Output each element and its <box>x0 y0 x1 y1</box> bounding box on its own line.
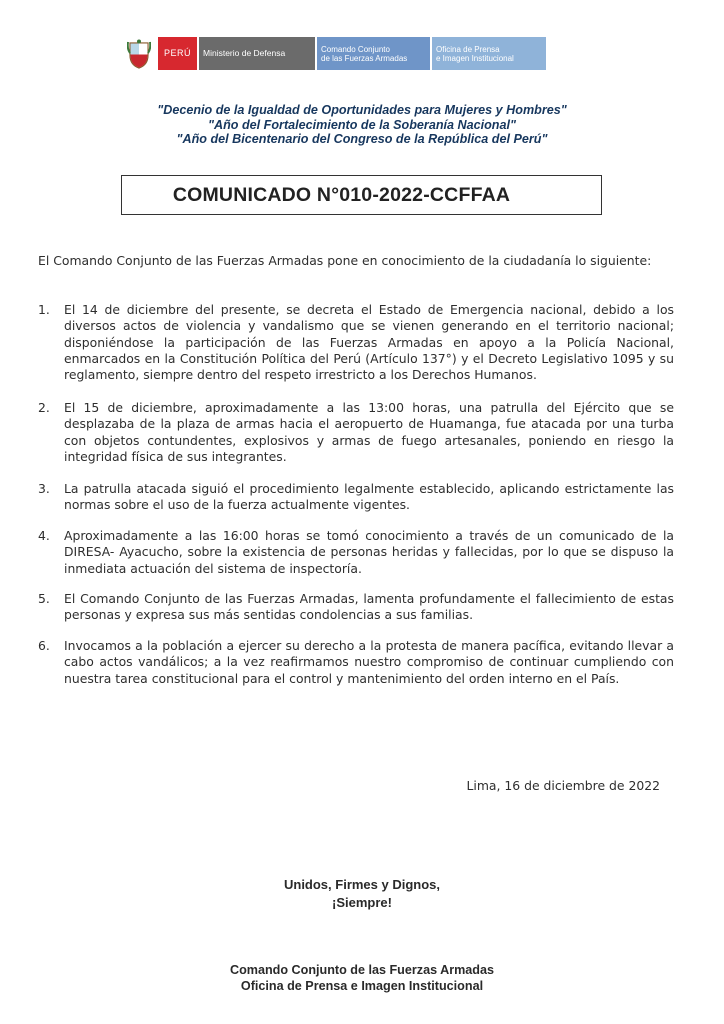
item-text: El Comando Conjunto de las Fuerzas Armadas, lamenta profundamente el fallecimiento de estas personas y expresa sus más sentidas condolencias a sus familias. <box>64 591 674 623</box>
communique-title: COMUNICADO N°010-2022-CCFFAA <box>172 183 511 206</box>
item-text: Aproximadamente a las 16:00 horas se tomó conocimiento a través de un comunicado de la DIRESA- Ayacucho, sobre la existencia de personas heridas y fallecidas, por lo que se dispuso la inmediata actuación del sistema de inspectoría. <box>64 528 674 576</box>
office-line-2: e Imagen Institucional <box>436 53 514 63</box>
signature-block <box>0 962 724 994</box>
command-line-1: Comando Conjunto <box>321 44 390 54</box>
ministry-label: Ministerio de Defensa <box>197 37 315 70</box>
year-mottos <box>0 103 724 147</box>
closing-motto <box>0 876 724 912</box>
item-text: El 15 de diciembre, aproximadamente a las 13:00 horas, una patrulla del Ejército que se desplazaba de la plaza de armas hacia el aeropuerto de Huamanga, fue atacada por una turba con objetos contundentes, explosivos y armas de fuego artesanales, poniendo en riesgo la integridad física de sus integrantes. <box>64 400 674 464</box>
closing-line: Unidos, Firmes y Dignos, <box>283 877 441 892</box>
motto-line: "Decenio de la Igualdad de Oportunidades para Mujeres y Hombres" <box>157 103 567 117</box>
item-number: 5. <box>38 591 50 606</box>
motto-line: "Año del Bicentenario del Congreso de la República del Perú" <box>176 132 548 146</box>
closing-line: ¡Siempre! <box>332 895 392 910</box>
item-text: La patrulla atacada siguió el procedimiento legalmente establecido, aplicando estrictamente las normas sobre el uso de la fuerza actualmente vigentes. <box>64 481 674 513</box>
command-line-2: de las Fuerzas Armadas <box>321 53 408 63</box>
command-label <box>315 37 430 70</box>
intro-paragraph: El Comando Conjunto de las Fuerzas Armadas pone en conocimiento de la ciudadanía lo siguiente: <box>38 253 652 268</box>
motto-line: "Año del Fortalecimiento de la Soberanía Nacional" <box>208 117 516 132</box>
signature-line: Comando Conjunto de las Fuerzas Armadas <box>229 963 495 977</box>
office-line-1: Oficina de Prensa <box>436 44 500 54</box>
item-text: El 14 de diciembre del presente, se decreta el Estado de Emergencia nacional, debido a los diversos actos de violencia y vandalismo que se vienen generando en el territorio nacional; disponiéndose la participación de las Fuerzas Armadas en apoyo a la Policía Nacional, enmarcados en la Constitución Política del Perú (Artículo 137°) y el Decreto Legislativo 1095 y su reglamento, siempre dentro del respeto irrestricto a los Derechos Humanos. <box>64 302 674 383</box>
place-date: Lima, 16 de diciembre de 2022 <box>466 778 660 793</box>
peru-label: PERÚ <box>156 37 197 70</box>
institutional-header <box>126 37 546 70</box>
item-number: 3. <box>38 481 50 496</box>
item-number: 2. <box>38 400 50 415</box>
item-number: 6. <box>38 638 50 653</box>
item-text: Invocamos a la población a ejercer su derecho a la protesta de manera pacífica, evitando llevar a cabo actos vandálicos; a la vez reafirmamos nuestro compromiso de continuar cumpliendo con nuestra tarea constitucional para el control y mantenimiento del orden interno en el País. <box>64 638 674 686</box>
office-label <box>430 37 546 70</box>
communique-title-box <box>121 175 602 215</box>
signature-line: Oficina de Prensa e Imagen Institucional <box>240 979 484 993</box>
item-number: 4. <box>38 528 50 543</box>
peru-coat-of-arms-icon <box>126 37 152 70</box>
item-number: 1. <box>38 302 50 317</box>
